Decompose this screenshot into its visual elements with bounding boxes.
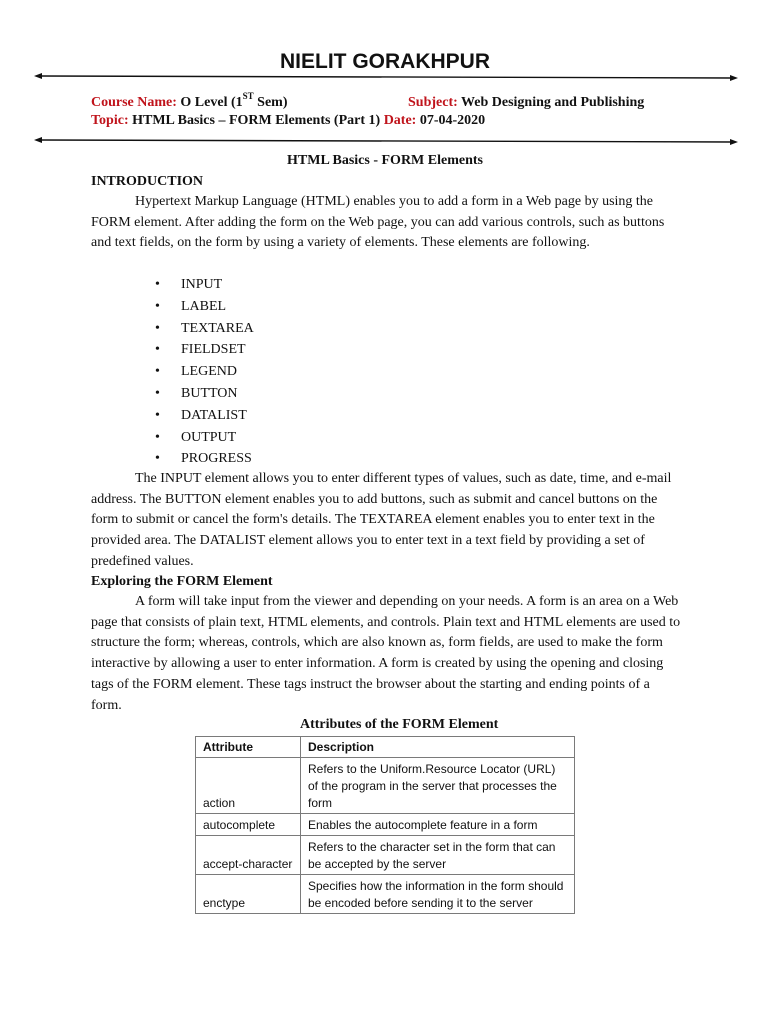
attributes-table	[195, 736, 575, 914]
topic-value: HTML Basics – FORM Elements (Part 1)	[132, 113, 381, 128]
list-item: • LABEL	[155, 296, 254, 318]
list-item: • INPUT	[155, 274, 254, 296]
list-item: • TEXTAREA	[155, 318, 254, 340]
date-label: Date:	[383, 113, 417, 128]
list-item: • BUTTON	[155, 383, 254, 405]
attribute-cell: enctype	[196, 875, 301, 914]
document-title: HTML Basics - FORM Elements	[287, 153, 483, 168]
list-item: • FIELDSET	[155, 339, 254, 361]
intro-heading: INTRODUCTION	[91, 174, 204, 189]
table-row	[196, 814, 575, 836]
bullet-icon: •	[155, 342, 160, 358]
topic-line	[91, 112, 485, 130]
list-item: • DATALIST	[155, 405, 254, 427]
table-header-row	[196, 737, 575, 758]
elements-paragraph	[91, 469, 681, 573]
bullet-icon: •	[155, 385, 160, 401]
bullet-icon: •	[155, 364, 160, 380]
description-cell: Enables the autocomplete feature in a form	[301, 814, 575, 836]
subject-label: Subject:	[408, 95, 458, 110]
intro-paragraph-text: Hypertext Markup Language (HTML) enables you to add a form in a Web page by using the FORM element. After adding the form on the Web page, you can add various controls, such as buttons and text fields, on the form by using a variety of elements. These elements are following.	[91, 194, 665, 251]
exploring-heading: Exploring the FORM Element	[91, 574, 273, 589]
elements-paragraph-text: The INPUT element allows you to enter different types of values, such as date, time, and e-mail address. The BUTTON element enables you to add buttons, such as submit and cancel buttons on the form to submit or cancel the form's details. The TEXTAREA element enables you to enter text in the provided area. The DATALIST element allows you to enter text in a text field by providing a set of predefined values.	[91, 471, 672, 569]
column-header-description: Description	[301, 737, 575, 758]
bullet-icon: •	[155, 407, 160, 423]
description-cell: Refers to the Uniform.Resource Locator (URL) of the program in the server that processes the form	[301, 758, 575, 814]
exploring-paragraph	[91, 592, 681, 716]
table-row	[196, 836, 575, 875]
bullet-icon: •	[155, 298, 160, 314]
table-row	[196, 758, 575, 814]
attribute-cell: autocomplete	[196, 814, 301, 836]
divider-arrow-top	[34, 72, 738, 82]
course-value-pre: O Level (1	[180, 95, 243, 110]
list-item: • PROGRESS	[155, 448, 254, 470]
institute-title: NIELIT GORAKHPUR	[280, 50, 490, 73]
course-value-post: Sem)	[253, 95, 288, 110]
list-item: • OUTPUT	[155, 427, 254, 449]
table-caption: Attributes of the FORM Element	[300, 717, 499, 732]
description-cell: Refers to the character set in the form that can be accepted by the server	[301, 836, 575, 875]
course-line	[91, 91, 288, 112]
subject-value: Web Designing and Publishing	[461, 95, 645, 110]
column-header-attribute: Attribute	[196, 737, 301, 758]
bullet-icon: •	[155, 451, 160, 467]
attribute-cell: accept-character	[196, 836, 301, 875]
form-elements-list	[155, 274, 254, 470]
bullet-icon: •	[155, 320, 160, 336]
attribute-cell: action	[196, 758, 301, 814]
course-value-sup: ST	[242, 91, 254, 102]
description-cell: Specifies how the information in the form should be encoded before sending it to the server	[301, 875, 575, 914]
intro-paragraph	[91, 192, 681, 254]
subject-line	[408, 94, 644, 112]
table-row	[196, 875, 575, 914]
bullet-icon: •	[155, 277, 160, 292]
course-label: Course Name:	[91, 95, 177, 110]
date-value: 07-04-2020	[419, 113, 486, 128]
exploring-paragraph-text: A form will take input from the viewer and depending on your needs. A form is an area on a Web page that consists of plain text, HTML elements, and controls. Plain text and HTML elements are used to structure the form; whereas, controls, which are also known as, form fields, are used to make the form interactive by allowing a user to enter information. A form is created by using the opening and closing tags of the FORM element. These tags instruct the browser about the starting and ending points of a form.	[91, 594, 681, 713]
divider-arrow-bottom	[34, 136, 738, 146]
topic-label: Topic:	[91, 113, 129, 128]
bullet-icon: •	[155, 429, 160, 445]
list-item: • LEGEND	[155, 361, 254, 383]
